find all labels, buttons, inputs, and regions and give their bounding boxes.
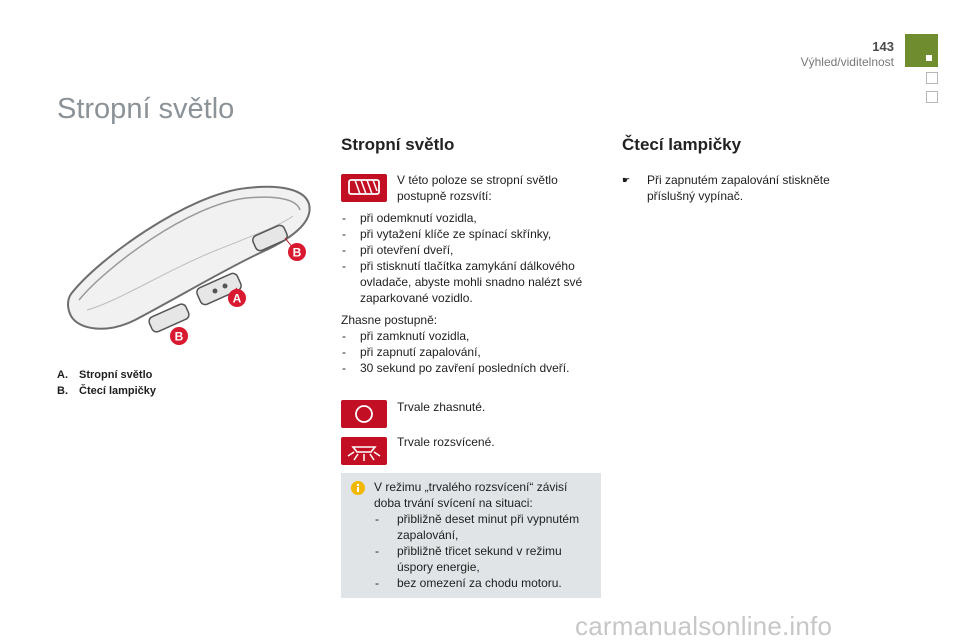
section-heading-reading-lamps: Čtecí lampičky [622, 135, 742, 154]
note-list [374, 511, 592, 591]
list-item: - přibližně deset minut při vypnutém zapalování, [374, 511, 592, 543]
page-title: Stropní světlo [57, 93, 235, 125]
reading-lamp-instruction: Při zapnutém zapalování stiskněte příslušný vypínač. [647, 173, 830, 203]
svg-text:B: B [292, 245, 302, 260]
callout-b-upper [288, 243, 306, 261]
chapter-tab-empty-2 [926, 91, 938, 103]
svg-text:B: B [174, 329, 184, 344]
door-mode-text: V této poloze se stropní světlo postupně rozsvítí: [397, 173, 558, 203]
list-item: - při zapnutí zapalování, [341, 344, 601, 360]
list-item: - bez omezení za chodu motoru. [374, 575, 592, 591]
list-item: - přibližně třicet sekund v režimu úspory energie, [374, 543, 592, 575]
switch-off-intro: Zhasne postupně: [341, 313, 438, 327]
off-mode-text: Trvale zhasnuté. [397, 400, 486, 414]
bullet-icon: ☛ [622, 175, 631, 185]
off-mode-icon [341, 400, 387, 428]
legend-item-a: A. Stropní světlo [57, 369, 153, 381]
list-item: - při zamknutí vozidla, [341, 328, 601, 344]
note-intro: V režimu „trvalého rozsvícení“ závisí doba trvání svícení na situaci: [374, 480, 568, 510]
switch-on-conditions-list [341, 210, 601, 306]
list-item: - 30 sekund po zavření posledních dveří. [341, 360, 601, 376]
list-item: - při vytažení klíče ze spínací skřínky, [341, 226, 601, 242]
list-item: - při odemknutí vozidla, [341, 210, 601, 226]
section-heading-ceiling-light: Stropní světlo [341, 135, 455, 154]
list-item: - při otevření dveří, [341, 242, 601, 258]
switch-off-conditions-list [341, 328, 601, 376]
svg-text:A: A [232, 291, 242, 306]
page-number: 143 [872, 39, 894, 54]
figure-legend [57, 367, 156, 399]
door-mode-icon [341, 174, 387, 202]
info-icon [351, 481, 365, 495]
legend-item-b: B. Čtecí lampičky [57, 385, 157, 397]
ceiling-light-illustration [57, 170, 321, 358]
watermark: carmanualsonline.info [575, 611, 833, 641]
chapter-tab-empty-1 [926, 72, 938, 84]
on-mode-icon [341, 437, 387, 465]
list-item: - při stisknutí tlačítka zamykání dálkového ovladače, abyste mohli snadno nalézt své zaparkované vozidlo. [341, 258, 601, 306]
chapter-title: Výhled/viditelnost [800, 55, 894, 69]
chapter-tab-active [905, 34, 938, 67]
on-mode-text: Trvale rozsvícené. [397, 435, 495, 449]
callout-a [228, 289, 246, 307]
callout-b-lower [170, 327, 188, 345]
